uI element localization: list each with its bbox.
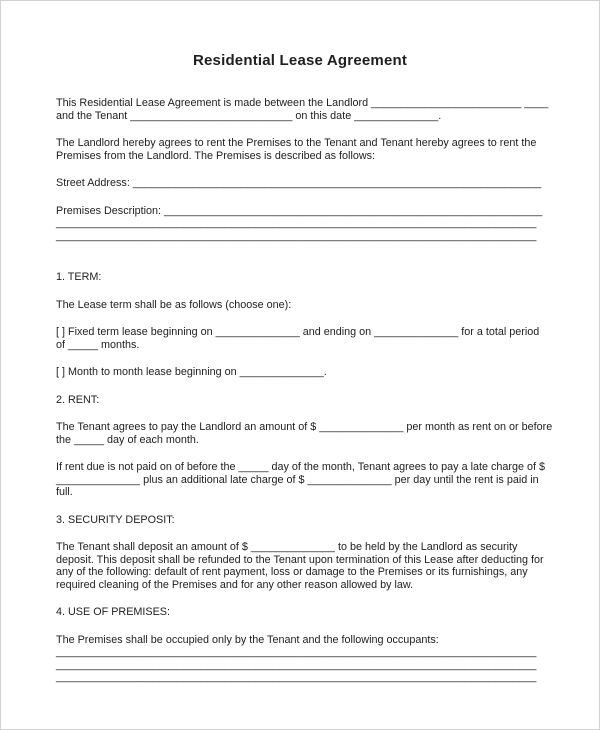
- agreement-line-1: The Landlord hereby agrees to rent the Premises to the Tenant and Tenant hereby agrees to rent the: [56, 137, 537, 149]
- term-intro-line: The Lease term shall be as follows (choose one):: [56, 298, 292, 311]
- document-title: Residential Lease Agreement: [192, 52, 408, 69]
- security-deposit-line-1: The Tenant shall deposit an amount of $ ______________ to be held by the Landlord as security: [56, 541, 518, 553]
- street-address-line: Street Address: ____________________________________________________________________: [56, 177, 542, 189]
- occupants-intro-line: The Premises shall be occupied only by the Tenant and the following occupants:: [56, 633, 439, 646]
- term-option-month-to-month: [56, 366, 544, 379]
- late-charge-line-2: ______________ plus an additional late charge of $ ______________ per day until the rent is paid in: [56, 473, 539, 486]
- late-charge-paragraph: [56, 461, 544, 499]
- section-heading-security-deposit: 3. SECURITY DEPOSIT:: [56, 513, 175, 526]
- parties-line-1: This Residential Lease Agreement is made between the Landlord _________________________ ____: [56, 97, 549, 109]
- rent-amount-line-2: the _____ day of each month.: [56, 433, 199, 446]
- section-heading-use-of-premises: 4. USE OF PREMISES:: [56, 606, 170, 618]
- premises-description-line-1: Premises Description: _______________________________________________________________: [56, 204, 543, 217]
- rent-amount-paragraph: [56, 421, 553, 446]
- premises-description-field: [56, 205, 544, 243]
- occupants-blank-line-3: ________________________________________________________________________________: [56, 671, 537, 683]
- security-deposit-line-3: any of the following: default of rent payment, loss or damage to the Premises or its furnishings, any: [56, 566, 528, 578]
- section-heading-term: 1. TERM:: [56, 271, 102, 283]
- term-intro: [56, 299, 544, 312]
- paragraph-parties: [56, 97, 549, 122]
- late-charge-line-3: full.: [56, 486, 73, 498]
- security-deposit-line-4: required cleaning of the Premises and for any other reason allowed by law.: [56, 578, 414, 591]
- term-option-fixed: [56, 326, 544, 351]
- section-heading-rent: 2. RENT:: [56, 393, 100, 406]
- occupants-paragraph: [56, 634, 544, 684]
- premises-description-blank-line-1: ________________________________________________________________________________: [56, 217, 537, 229]
- security-deposit-paragraph: [56, 541, 544, 591]
- fixed-term-line-1: [ ] Fixed term lease beginning on ______________ and ending on ______________ for a total period: [56, 326, 540, 338]
- month-to-month-line: [ ] Month to month lease beginning on ______________.: [56, 366, 327, 378]
- occupants-blank-line-2: ________________________________________________________________________________: [56, 658, 537, 671]
- security-deposit-line-2: deposit. This deposit shall be refunded to the Tenant upon termination of this Lease after deducting for: [56, 553, 544, 566]
- paragraph-agreement: [56, 137, 544, 162]
- fixed-term-line-2: of _____ months.: [56, 338, 140, 351]
- late-charge-line-1: If rent due is not paid on of before the _____ day of the month, Tenant agrees to pay a late charge of $: [56, 461, 546, 473]
- rent-amount-line-1: The Tenant agrees to pay the Landlord an amount of $ ______________ per month as rent on or before: [56, 421, 553, 433]
- street-address-field: [56, 177, 544, 190]
- premises-description-blank-line-2: ________________________________________________________________________________: [56, 229, 537, 242]
- occupants-blank-line-1: ________________________________________________________________________________: [56, 646, 537, 658]
- agreement-line-2: Premises from the Landlord. The Premises is described as follows:: [56, 149, 376, 162]
- parties-line-2: and the Tenant ___________________________ on this date ______________.: [56, 109, 442, 122]
